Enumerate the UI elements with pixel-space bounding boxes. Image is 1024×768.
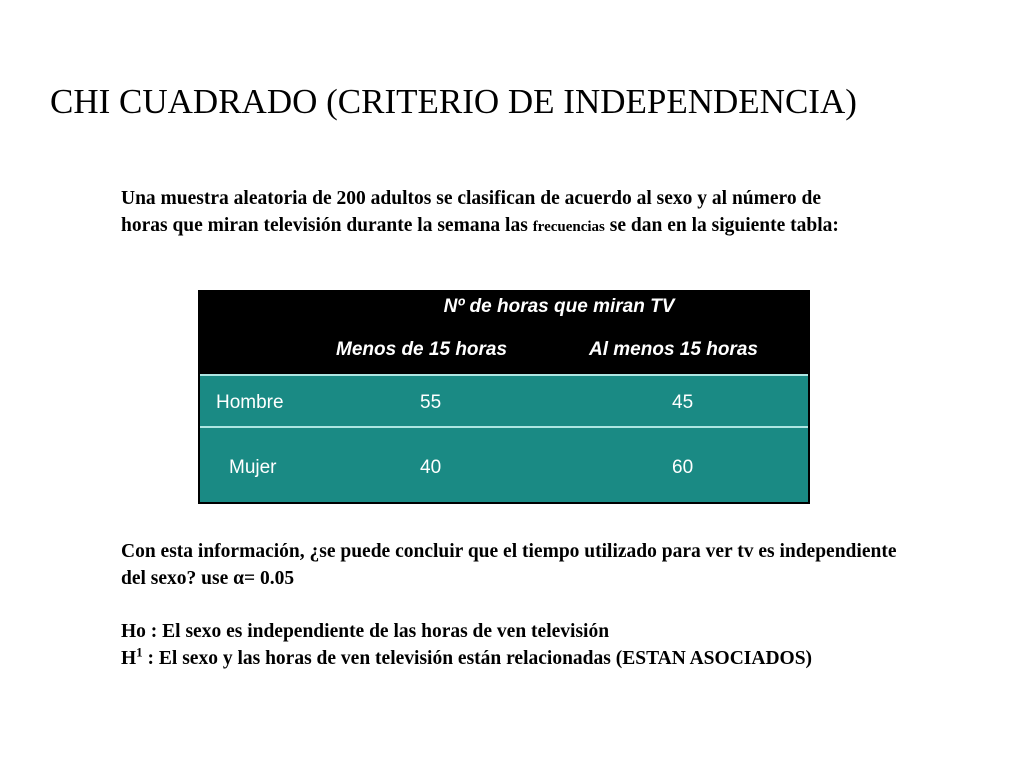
table-header (200, 292, 808, 374)
hypotheses (121, 618, 981, 672)
group-header-label: Nº de horas que miran TV (443, 296, 675, 317)
alternative-hypothesis (121, 645, 981, 672)
intro-text-small: frecuencias (532, 219, 605, 235)
group-header (200, 296, 808, 318)
frequency-table (198, 290, 810, 504)
null-hypothesis: Ho : El sexo es independiente de las horas de ven televisión (121, 621, 610, 642)
intro-paragraph (121, 185, 851, 241)
slide-title: CHI CUADRADO (CRITERIO DE INDEPENDENCIA) (50, 82, 857, 121)
question-paragraph: Con esta información, ¿se puede concluir que el tiempo utilizado para ver tv es independiente del sexo? use α= 0.05 (121, 541, 897, 589)
row-label-mujer: Mujer (229, 457, 277, 478)
cell-hombre-less-15: 55 (420, 392, 442, 413)
column-header-less-15: Menos de 15 horas (336, 339, 508, 360)
row-divider (200, 426, 808, 428)
cell-mujer-less-15: 40 (420, 457, 442, 478)
h1-prefix: H (121, 648, 137, 669)
h1-text: : El sexo y las horas de ven televisión están relacionadas (ESTAN ASOCIADOS) (142, 648, 813, 669)
h1-superscript: 1 (136, 644, 143, 660)
row-label-hombre: Hombre (216, 392, 284, 413)
intro-text-2: se dan en la siguiente tabla: (604, 215, 839, 236)
column-header-at-least-15: Al menos 15 horas (589, 339, 758, 360)
intro-text-1: Una muestra aleatoria de 200 adultos se clasifican de acuerdo al sexo y al número de horas que miran televisión durante la semana las (121, 188, 821, 236)
header-divider (200, 374, 808, 376)
cell-mujer-at-least-15: 60 (672, 457, 694, 478)
cell-hombre-at-least-15: 45 (672, 392, 694, 413)
